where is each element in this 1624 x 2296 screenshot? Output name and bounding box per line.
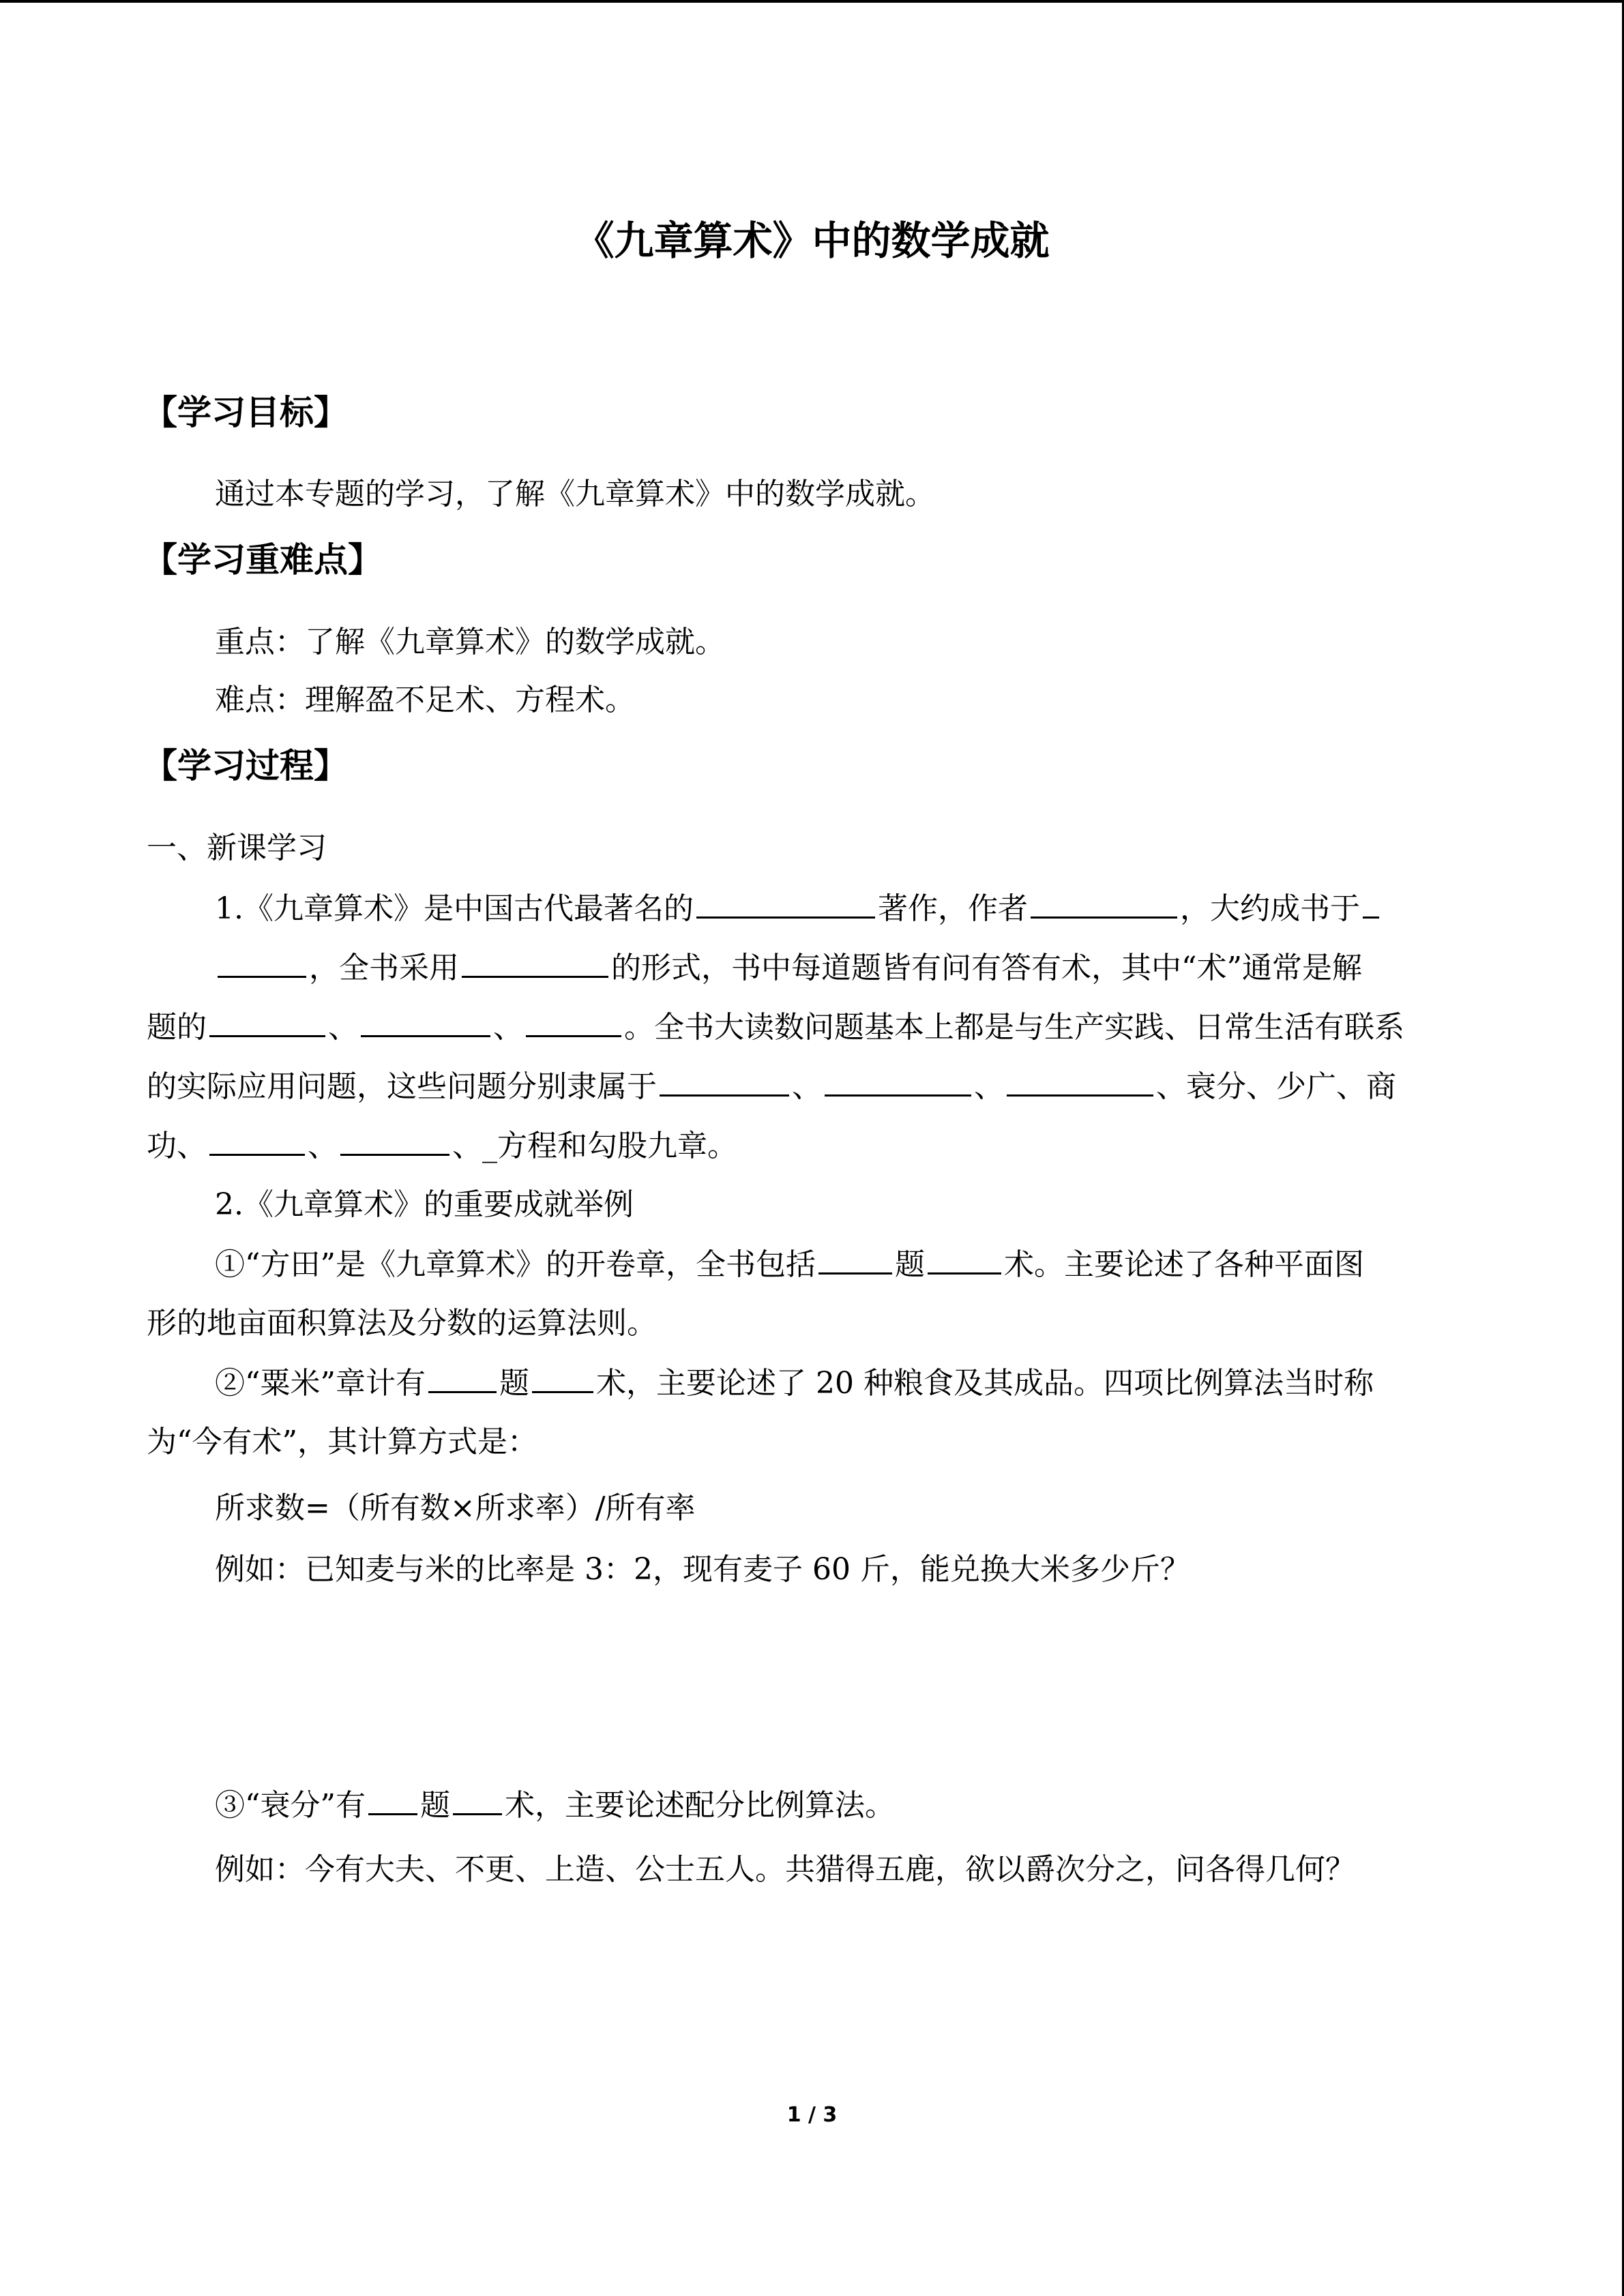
item2-text: 术，主要论述了 20 种粮食及其成品。四项比例算法当时称: [596, 1366, 1374, 1401]
q1-sep: 、: [974, 1069, 1004, 1104]
item3-text: 术，主要论述配分比例算法。: [505, 1788, 895, 1823]
q1-text: 、_方程和勾股九章。: [452, 1129, 737, 1163]
blank-field[interactable]: [453, 1783, 502, 1815]
part1-heading: 一、新课学习: [147, 831, 327, 865]
key-heading: 【学习重难点】: [143, 540, 382, 580]
q1-sep: 、: [308, 1129, 338, 1163]
page-number: 1 / 3: [786, 2103, 838, 2127]
item1-line1: [215, 1242, 1364, 1287]
blank-field[interactable]: [361, 1005, 490, 1037]
page-title: 《九章算术》中的数学成就: [574, 218, 1050, 264]
key-point: 重点：了解《九章算术》的数学成就。: [215, 625, 725, 659]
blank-field[interactable]: [462, 946, 608, 978]
item1-line2: 形的地亩面积算法及分数的运算法则。: [147, 1306, 657, 1341]
q1-text: 著作，作者: [877, 891, 1028, 926]
q1-text: 、衰分、少广、商: [1156, 1069, 1396, 1104]
item2-text: ②“粟米”章计有: [215, 1366, 426, 1401]
item1-text: 题: [895, 1247, 925, 1282]
blank-field[interactable]: [428, 1361, 497, 1393]
blank-field[interactable]: [218, 946, 306, 978]
blank-field[interactable]: [340, 1124, 449, 1156]
item3-line1: [215, 1783, 895, 1828]
q1-text: 的实际应用问题，这些问题分别隶属于: [147, 1069, 657, 1104]
q1-text: 。全书大读数问题基本上都是与生产实践、日常生活有联系: [624, 1010, 1404, 1045]
q1-text: 的形式，书中每道题皆有问有答有术，其中“术”通常是解: [611, 951, 1362, 985]
example2: 例如：今有大夫、不更、上造、公士五人。共猎得五鹿，欲以爵次分之，问各得几何？: [215, 1852, 1355, 1887]
blank-field[interactable]: [1363, 886, 1379, 919]
item2-line1: [215, 1361, 1374, 1405]
q1-line5: [147, 1124, 737, 1168]
top-border: [0, 0, 1624, 3]
item3-text: 题: [420, 1788, 450, 1823]
hard-point: 难点：理解盈不足术、方程术。: [215, 683, 635, 717]
q1-line4: [147, 1064, 1396, 1109]
q1-line2: [215, 946, 1362, 990]
blank-field[interactable]: [209, 1124, 305, 1156]
q1-text: 题的: [147, 1010, 207, 1045]
q2-heading: 2.《九章算术》的重要成就举例: [215, 1187, 634, 1222]
blank-field[interactable]: [660, 1064, 789, 1097]
blank-field[interactable]: [818, 1242, 892, 1274]
blank-field[interactable]: [696, 886, 875, 919]
goals-heading: 【学习目标】: [143, 393, 348, 432]
q1-sep: 、: [792, 1069, 822, 1104]
q1-text: ，全书采用: [309, 951, 459, 985]
q1-text: 功、: [147, 1129, 207, 1163]
goals-text: 通过本专题的学习，了解《九章算术》中的数学成就。: [215, 477, 935, 511]
q1-line1: [215, 886, 1382, 931]
q1-text: 1.《九章算术》是中国古代最著名的: [215, 891, 694, 926]
q1-sep: 、: [328, 1010, 358, 1045]
formula: 所求数=（所有数×所求率）/所有率: [215, 1491, 696, 1525]
item1-text: 术。主要论述了各种平面图: [1004, 1247, 1364, 1282]
example1: 例如：已知麦与米的比率是 3：2，现有麦子 60 斤，能兑换大米多少斤？: [215, 1552, 1190, 1587]
item2-text: 题: [499, 1366, 529, 1401]
item3-text: ③“衰分”有: [215, 1788, 366, 1823]
blank-field[interactable]: [928, 1242, 1001, 1274]
blank-field[interactable]: [1007, 1064, 1153, 1097]
q1-text: ，大约成书于: [1179, 891, 1360, 926]
item1-text: ①“方田”是《九章算术》的开卷章，全书包括: [215, 1247, 816, 1282]
blank-field[interactable]: [368, 1783, 417, 1815]
blank-field[interactable]: [825, 1064, 971, 1097]
process-heading: 【学习过程】: [143, 746, 348, 786]
blank-field[interactable]: [209, 1005, 325, 1037]
blank-field[interactable]: [1031, 886, 1177, 919]
item2-line2: 为“今有术”，其计算方式是：: [147, 1425, 537, 1459]
blank-field[interactable]: [532, 1361, 593, 1393]
q1-sep: 、: [493, 1010, 523, 1045]
q1-line3: [147, 1005, 1404, 1049]
blank-field[interactable]: [526, 1005, 621, 1037]
